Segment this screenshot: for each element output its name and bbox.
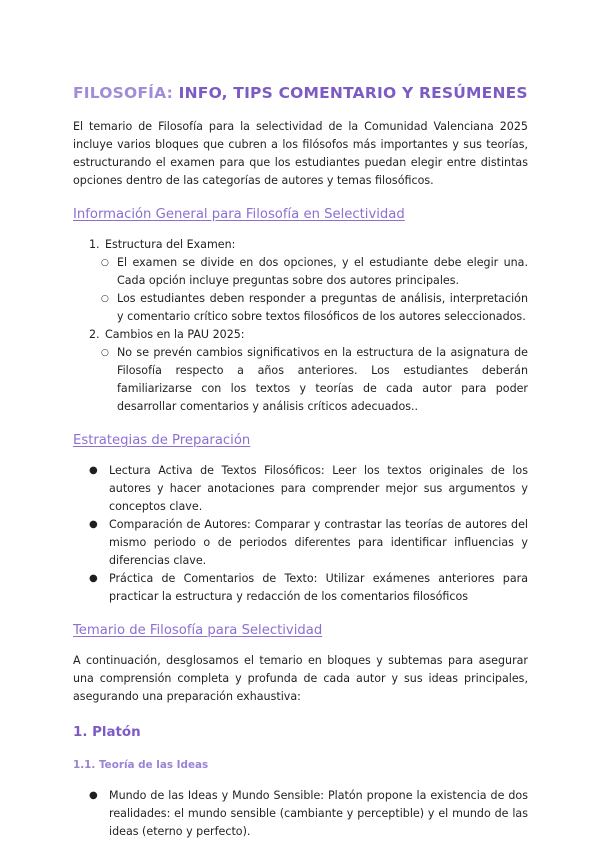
list-number: 1. <box>89 238 100 251</box>
section-heading-strategies[interactable]: Estrategias de Preparación <box>73 433 251 448</box>
bullet-text: Comparación de Autores: Comparar y contrastar las teorías de autores del mismo periodo o de periodos diferentes para identificar influencias y diferencias clave. <box>109 518 528 567</box>
list-item <box>73 787 528 841</box>
intro-paragraph: El temario de Filosofía para la selectividad de la Comunidad Valenciana 2025 incluye varios bloques que cubren a los filósofos más importantes y sus teorías, estructurando el examen para que los estudiantes puedan elegir entre distintas opciones dentro de las categorías de autores y temas filosóficos. <box>73 120 528 187</box>
bullet-icon: ● <box>89 790 98 801</box>
list-item <box>73 236 528 254</box>
platon-list <box>73 787 528 841</box>
list-item <box>73 570 528 606</box>
list-item <box>73 462 528 516</box>
hollow-bullet-icon: ○ <box>101 258 109 268</box>
bullet-text: Mundo de las Ideas y Mundo Sensible: Platón propone la existencia de dos realidades: el mundo sensible (cambiante y perceptible) y el mundo de las ideas (eterno y perfecto). <box>109 789 528 838</box>
title-part1: FILOSOFÍA: <box>73 84 174 102</box>
section-heading-info[interactable]: Información General para Filosofía en Selectividad <box>73 207 405 222</box>
bullet-icon: ● <box>89 573 98 584</box>
author-heading-platon: 1. Platón <box>73 725 141 740</box>
bullet-text: Lectura Activa de Textos Filosóficos: Leer los textos originales de los autores y hacer anotaciones para comprender mejor sus argumentos y conceptos clave. <box>109 464 528 513</box>
sub-list-item <box>73 344 528 416</box>
list-item-label: Cambios en la PAU 2025: <box>105 328 245 341</box>
sub-list-item <box>73 254 528 290</box>
list-number: 2. <box>89 328 100 341</box>
title-part2: INFO, TIPS COMENTARIO Y RESÚMENES <box>178 84 528 102</box>
syllabus-paragraph: A continuación, desglosamos el temario en bloques y subtemas para asegurar una comprensión completa y profunda de cada autor y sus ideas principales, asegurando una preparación exhaustiva: <box>73 654 528 703</box>
subtopic-heading-ideas: 1.1. Teoría de las Ideas <box>73 759 209 771</box>
section-heading-syllabus[interactable]: Temario de Filosofía para Selectividad <box>73 623 323 638</box>
list-item <box>73 326 528 344</box>
list-item-label: Estructura del Examen: <box>105 238 236 251</box>
bullet-icon: ● <box>89 519 98 530</box>
exam-info-list <box>73 236 528 416</box>
strategies-list <box>73 462 528 606</box>
page-title <box>73 82 528 104</box>
list-item <box>73 516 528 570</box>
sub-item-text: No se prevén cambios significativos en la estructura de la asignatura de Filosofía respecto a años anteriores. Los estudiantes deberán familiarizarse con los textos y teorías de cada autor para poder desarrollar comentarios y análisis críticos adecuados.. <box>117 346 528 413</box>
hollow-bullet-icon: ○ <box>101 348 109 358</box>
sub-item-text: Los estudiantes deben responder a preguntas de análisis, interpretación y comentario crítico sobre textos filosóficos de los autores seleccionados. <box>117 292 528 323</box>
sub-item-text: El examen se divide en dos opciones, y el estudiante debe elegir una. Cada opción incluye preguntas sobre dos autores principales. <box>117 256 528 287</box>
document-page <box>73 82 528 841</box>
hollow-bullet-icon: ○ <box>101 294 109 304</box>
bullet-icon: ● <box>89 465 98 476</box>
bullet-text: Práctica de Comentarios de Texto: Utilizar exámenes anteriores para practicar la estructura y redacción de los comentarios filosóficos <box>109 572 528 603</box>
sub-list-item <box>73 290 528 326</box>
